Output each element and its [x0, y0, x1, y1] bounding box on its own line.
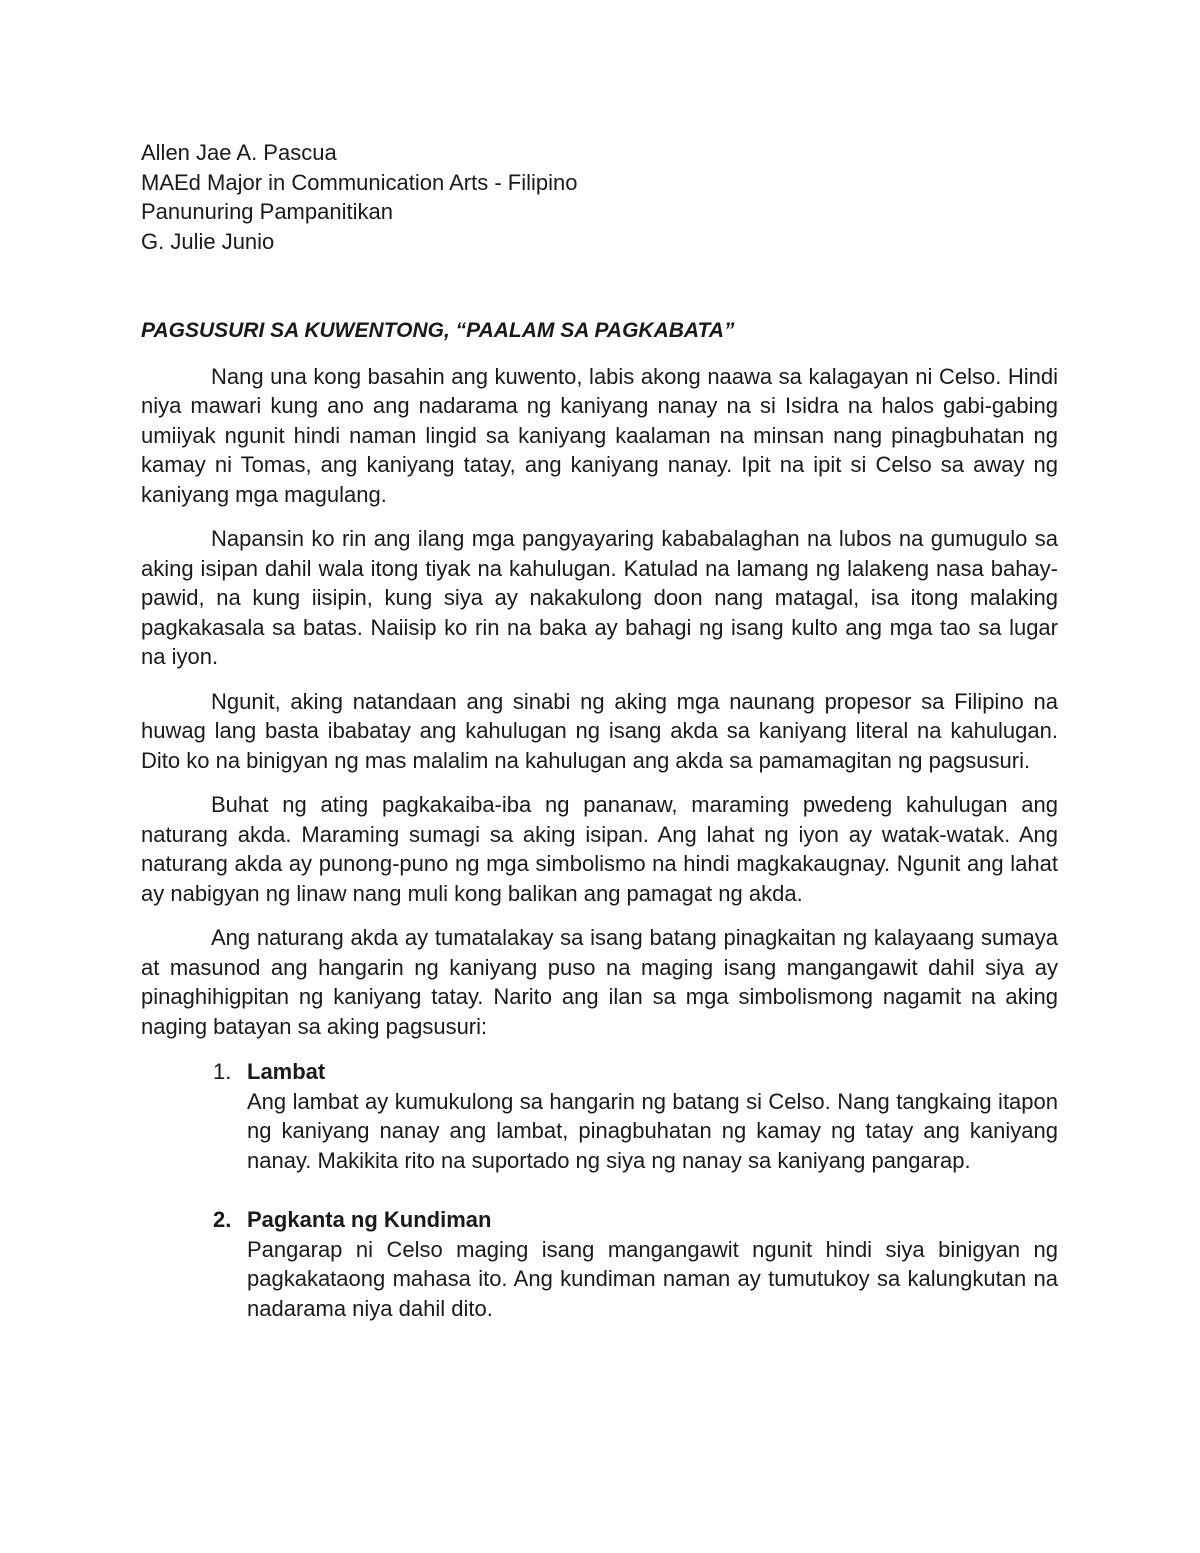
- list-body: Pangarap ni Celso maging isang mangangawit ngunit hindi siya binigyan ng pagkakataong mahasa ito. Ang kundiman naman ay tumutukoy sa kalungkutan na nadarama niya dahil dito.: [247, 1236, 1058, 1321]
- paragraph: Ang naturang akda ay tumatalakay sa isang batang pinagkaitan ng kalayaang sumaya at masunod ang hangarin ng kaniyang puso na maging isang mangangawit dahil siya ay pinaghihigpitan ng kaniyang tatay. Narito ang ilan sa mga simbolismong nagamit na aking naging batayan sa aking pagsusuri:: [141, 925, 1058, 1039]
- paragraph: Nang una kong basahin ang kuwento, labis akong naawa sa kalagayan ni Celso. Hindi niya mawari kung ano ang nadarama ng kaniyang nanay na si Isidra na halos gabi-gabing umiiyak ngunit hindi naman lingid sa kaniyang kaalaman na minsan nang pinagbuhatan ng kamay ni Tomas, ang kaniyang tatay, ang kaniyang nanay. Ipit na ipit si Celso sa away ng kaniyang mga magulang.: [141, 363, 1058, 507]
- course-line: Panunuring Pampanitikan: [141, 199, 393, 224]
- list-item: [141, 1205, 1058, 1323]
- paragraph: Buhat ng ating pagkakaiba-iba ng pananaw, maraming pwedeng kahulugan ang naturang akda. Maraming sumagi sa aking isipan. Ang lahat ng iyon ay watak-watak. Ang naturang akda ay punong-puno ng mga simbolismo na hindi magkakaugnay. Ngunit ang lahat ay nabigyan ng linaw nang muli kong balikan ang pamagat ng akda.: [141, 792, 1058, 906]
- author-name: Allen Jae A. Pascua: [141, 140, 337, 165]
- list-item: [141, 1057, 1058, 1175]
- list-heading: Lambat: [247, 1059, 326, 1084]
- program-line: MAEd Major in Communication Arts - Filipino: [141, 169, 578, 195]
- list-heading: Pagkanta ng Kundiman: [247, 1207, 492, 1232]
- list-number: 2.: [213, 1207, 232, 1232]
- document-title: PAGSUSURI SA KUWENTONG, “PAALAM SA PAGKABATA”: [141, 319, 735, 342]
- list-body: Ang lambat ay kumukulong sa hangarin ng batang si Celso. Nang tangkaing itapon ng kaniyang nanay ang lambat, pinagbuhatan ng kamay ng tatay ang kaniyang nanay. Makikita rito na suportado ng siya ng nanay sa kaniyang pangarap.: [247, 1088, 1058, 1173]
- instructor-line: G. Julie Junio: [141, 228, 275, 254]
- paragraph: Napansin ko rin ang ilang mga pangyayaring kababalaghan na lubos na gumugulo sa aking isipan dahil wala itong tiyak na kahulugan. Katulad na lamang ng lalakeng nasa bahay-pawid, na kung iisipin, kung siya ay nakakulong doon nang matagal, isa itong malaking pagkakasala sa batas. Naiisip ko rin na baka ay bahagi ng isang kulto ang mga tao sa lugar na iyon.: [141, 526, 1058, 669]
- document-page: [141, 138, 1058, 1353]
- list-number: 1.: [213, 1059, 232, 1084]
- symbol-list: [141, 1057, 1058, 1323]
- paragraph: Ngunit, aking natandaan ang sinabi ng aking mga naunang propesor sa Filipino na huwag lang basta ibabatay ang kahulugan ng isang akda sa kaniyang literal na kahulugan. Dito ko na binigyan ng mas malalim na kahulugan ang akda sa pamamagitan ng pagsusuri.: [141, 688, 1058, 773]
